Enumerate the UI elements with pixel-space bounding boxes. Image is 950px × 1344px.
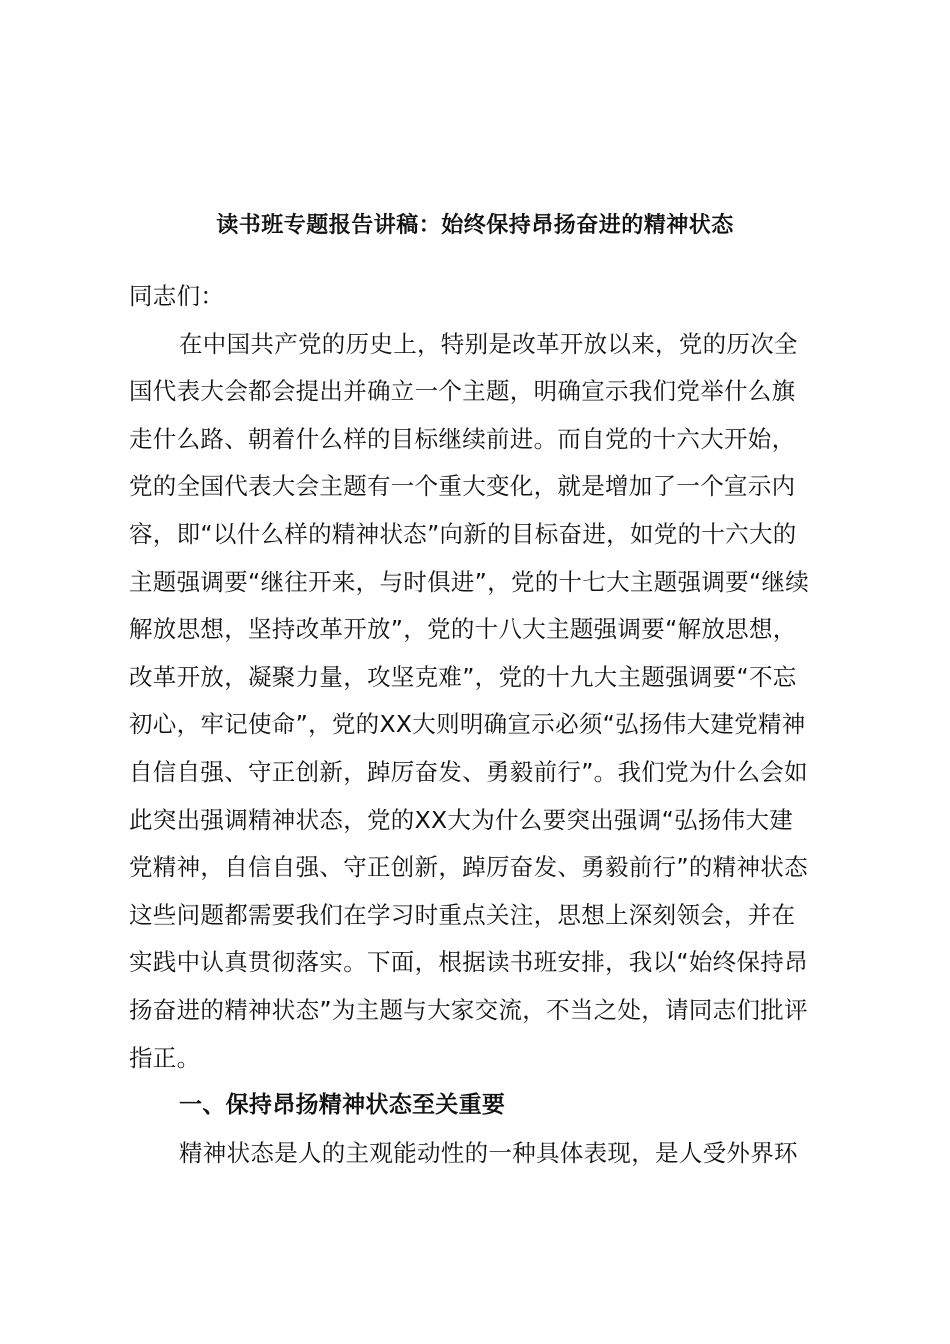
paragraph-line: 国代表大会都会提出并确立一个主题，明确宣示我们党举什么旗 bbox=[129, 377, 796, 406]
document-body bbox=[129, 273, 859, 1177]
paragraph-line: 初心，牢记使命”，党的XX大则明确宣示必须“弘扬伟大建党精神 bbox=[129, 710, 806, 739]
paragraph-line: 改革开放，凝聚力量，攻坚克难”，党的十九大主题强调要“不忘 bbox=[129, 662, 797, 691]
paragraph-line: 扬奋进的精神状态”为主题与大家交流，不当之处，请同志们批评 bbox=[129, 995, 808, 1024]
paragraph-line: 主题强调要“继往开来，与时俱进”，党的十七大主题强调要“继续 bbox=[129, 567, 810, 596]
paragraph-line: 此突出强调精神状态，党的XX大为什么要突出强调“弘扬伟大建 bbox=[129, 805, 794, 834]
paragraph-line: 党的全国代表大会主题有一个重大变化，就是增加了一个宣示内 bbox=[129, 472, 796, 501]
paragraph-line: 这些问题都需要我们在学习时重点关注，思想上深刻领会，并在 bbox=[129, 900, 796, 929]
paragraph-line: 实践中认真贯彻落实。下面，根据读书班安排，我以“始终保持昂 bbox=[129, 948, 808, 977]
paragraph-line: 在中国共产党的历史上，特别是改革开放以来，党的历次全 bbox=[179, 329, 798, 358]
paragraph-line: 走什么路、朝着什么样的目标继续前进。而自党的十六大开始， bbox=[129, 424, 796, 453]
paragraph-intro bbox=[129, 321, 859, 1083]
paragraph-line: 指正。 bbox=[129, 1043, 201, 1072]
paragraph-line: 容，即“以什么样的精神状态”向新的目标奋进，如党的十六大的 bbox=[129, 519, 797, 548]
document-title: 读书班专题报告讲稿：始终保持昂扬奋进的精神状态 bbox=[216, 213, 734, 238]
paragraph-line: 自信自强、守正创新，踔厉奋发、勇毅前行”。我们党为什么会如 bbox=[129, 757, 808, 786]
salutation: 同志们： bbox=[129, 282, 225, 310]
section-heading: 一、保持昂扬精神状态至关重要 bbox=[179, 1092, 506, 1119]
paragraph-line: 精神状态是人的主观能动性的一种具体表现，是人受外界环 bbox=[179, 1138, 798, 1167]
paragraph-line: 解放思想，坚持改革开放”，党的十八大主题强调要“解放思想， bbox=[129, 615, 797, 644]
paragraph-line: 党精神，自信自强、守正创新，踔厉奋发、勇毅前行”的精神状态 bbox=[129, 853, 808, 882]
